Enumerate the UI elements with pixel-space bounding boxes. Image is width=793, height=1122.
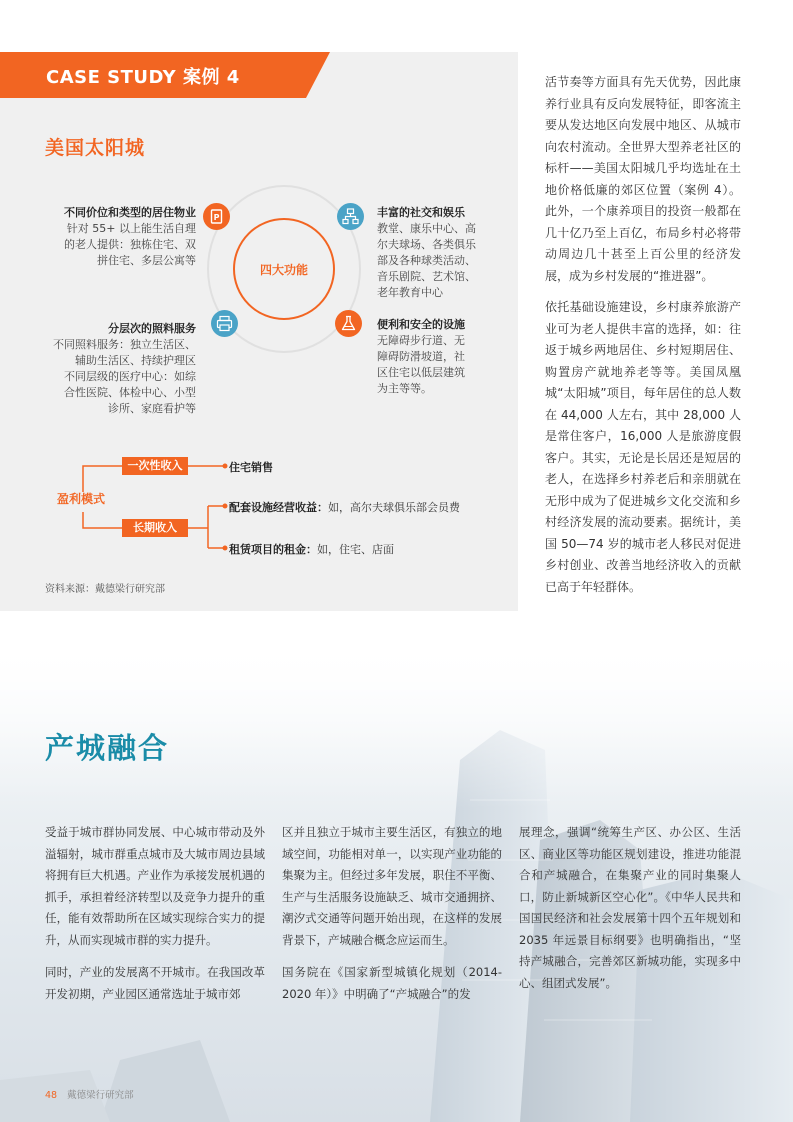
function-housing-line: 的老人提供：独栋住宅、双 — [64, 238, 196, 251]
function-social-line: 教堂、康乐中心、高 — [377, 222, 476, 235]
facility-revenue-bold: 配套设施经营收益： — [229, 501, 328, 514]
text-column-2 — [282, 822, 502, 1016]
network-icon — [337, 203, 364, 230]
center-label: 四大功能 — [259, 263, 308, 277]
column-paragraph: 区并且独立于城市主要生活区，有独立的地域空间，功能相对单一，以实现产业功能的集聚为主。但经过多年发展，职住不平衡、生产与生活服务设施缺乏、城市交通拥挤、潮汐式交通等问题开始出现，在这样的发展背景下，产城融合概念应运而生。 — [282, 825, 502, 947]
section-title: 产城融合 — [45, 731, 170, 765]
function-care — [30, 321, 196, 417]
rent-revenue-bold: 租赁项目的租金： — [229, 543, 317, 556]
case-study-title: 美国太阳城 — [45, 137, 146, 159]
document-p-icon — [203, 203, 230, 230]
right-column-paragraph: 活节奏等方面具有先天优势，因此康养行业具有反向发展特征，即客流主要从发达地区向发展中地区、从城市向农村流动。全世界大型养老社区的标杆——美国太阳城几乎均选址在土地价格低廉的郊区位置（案例 4）。此外，一个康养项目的投资一般都在几十亿乃至上百亿，布局乡村必将带动周边几十甚至上百公里的经济发展，成为乡村发展的“推进器”。 — [545, 75, 741, 283]
source-note: 资料来源：戴德梁行研究部 — [45, 584, 165, 595]
function-social-line: 尔夫球场、各类俱乐 — [377, 238, 476, 251]
function-safety-line: 区住宅以低层建筑 — [377, 366, 465, 379]
function-housing — [30, 205, 196, 269]
one-time-income-box: 一次性收入 — [122, 457, 188, 475]
printer-icon — [211, 310, 238, 337]
function-care-line: 不同层级的医疗中心：如综 — [64, 370, 196, 383]
four-functions-diagram — [0, 185, 518, 425]
function-housing-line: 拼住宅、多层公寓等 — [97, 254, 196, 267]
column-paragraph: 受益于城市群协同发展、中心城市带动及外溢辐射，城市群重点城市及大城市周边县域将拥有巨大机遇。产业作为承接发展机遇的抓手，承担着经济转型以及竞争力提升的重任，能有效帮助所在区域实现综合实力的提升，从而实现城市群的实力提升。 — [45, 825, 265, 947]
case-study-banner-text: CASE STUDY 案例 4 — [46, 67, 240, 88]
housing-sales-label — [229, 459, 273, 475]
function-care-heading: 分层次的照料服务 — [108, 322, 196, 335]
function-social-line: 部及各种球类活动、 — [377, 254, 476, 267]
function-care-line: 合性医院、体检中心、小型 — [64, 386, 196, 399]
rent-revenue-label — [229, 541, 394, 557]
right-column-paragraph: 依托基础设施建设，乡村康养旅游产业可为老人提供丰富的选择，如：往返于城乡两地居住、乡村短期居住、购置房产就地养老等等。美国凤凰城“太阳城”项目，每年居住的总人数在 44,000 人左右，其中 28,000 人是常住客户，16,000 人是旅游度假客户。其实，无论是长居还是短居的老人，在选择乡村养老后和亲朋就在无形中成为了促进城乡文化交流和乡村经济发展的流动要素。据统计，美国 50—74 岁的城市老人移民对促进乡村创业、改善当地经济收入的贡献已高于年轻群体。 — [545, 300, 741, 594]
right-column — [545, 72, 741, 608]
profit-model — [0, 452, 518, 562]
facility-revenue-text: 如，高尔夫球俱乐部会员费 — [328, 501, 460, 514]
function-care-line: 不同照料服务：独立生活区、 — [53, 338, 196, 351]
function-safety-line: 障碍防滑坡道，社 — [377, 350, 465, 363]
svg-text:P: P — [213, 213, 220, 222]
function-social — [377, 205, 507, 301]
page-footer — [45, 1087, 134, 1101]
profit-model-label: 盈利模式 — [57, 492, 106, 506]
function-housing-heading: 不同价位和类型的居住物业 — [64, 206, 196, 219]
function-care-line: 辅助生活区、持续护理区 — [75, 354, 196, 367]
function-safety-heading: 便利和安全的设施 — [377, 318, 465, 331]
text-column-1 — [45, 822, 265, 1016]
function-social-line: 老年教育中心 — [377, 286, 443, 299]
function-housing-line: 针对 55+ 以上能生活自理 — [66, 222, 196, 235]
column-paragraph: 同时，产业的发展离不开城市。在我国改革开发初期，产业园区通常选址于城市郊 — [45, 965, 265, 1001]
text-column-3 — [519, 822, 741, 1005]
flask-icon — [335, 310, 362, 337]
rent-revenue-text: 如，住宅、店面 — [317, 543, 394, 556]
function-care-line: 诊所、家庭看护等 — [108, 402, 196, 415]
function-social-heading: 丰富的社交和娱乐 — [377, 206, 465, 219]
housing-sales-text: 住宅销售 — [229, 461, 273, 474]
footer-org: 戴德梁行研究部 — [67, 1090, 134, 1101]
long-term-income-box: 长期收入 — [122, 519, 188, 537]
function-safety — [377, 317, 507, 397]
function-social-line: 音乐剧院、艺术馆、 — [377, 270, 476, 283]
column-paragraph: 国务院在《国家新型城镇化规划（2014-2020 年）》中明确了“产城融合”的发 — [282, 965, 502, 1001]
page-number: 48 — [45, 1090, 58, 1101]
function-safety-line: 无障碍步行道、无 — [377, 334, 465, 347]
function-safety-line: 为主等等。 — [377, 382, 432, 395]
facility-revenue-label — [229, 499, 460, 515]
case-study-banner — [0, 52, 330, 98]
column-paragraph: 展理念，强调“统筹生产区、办公区、生活区、商业区等功能区规划建设，推进功能混合和产城融合，在集聚产业的同时集聚人口，防止新城新区空心化”。《中华人民共和国国民经济和社会发展第十四个五年规划和 2035 年远景目标纲要》也明确指出，“坚持产城融合，完善郊区新城功能，实现多中心、组团式发展”。 — [519, 825, 741, 990]
